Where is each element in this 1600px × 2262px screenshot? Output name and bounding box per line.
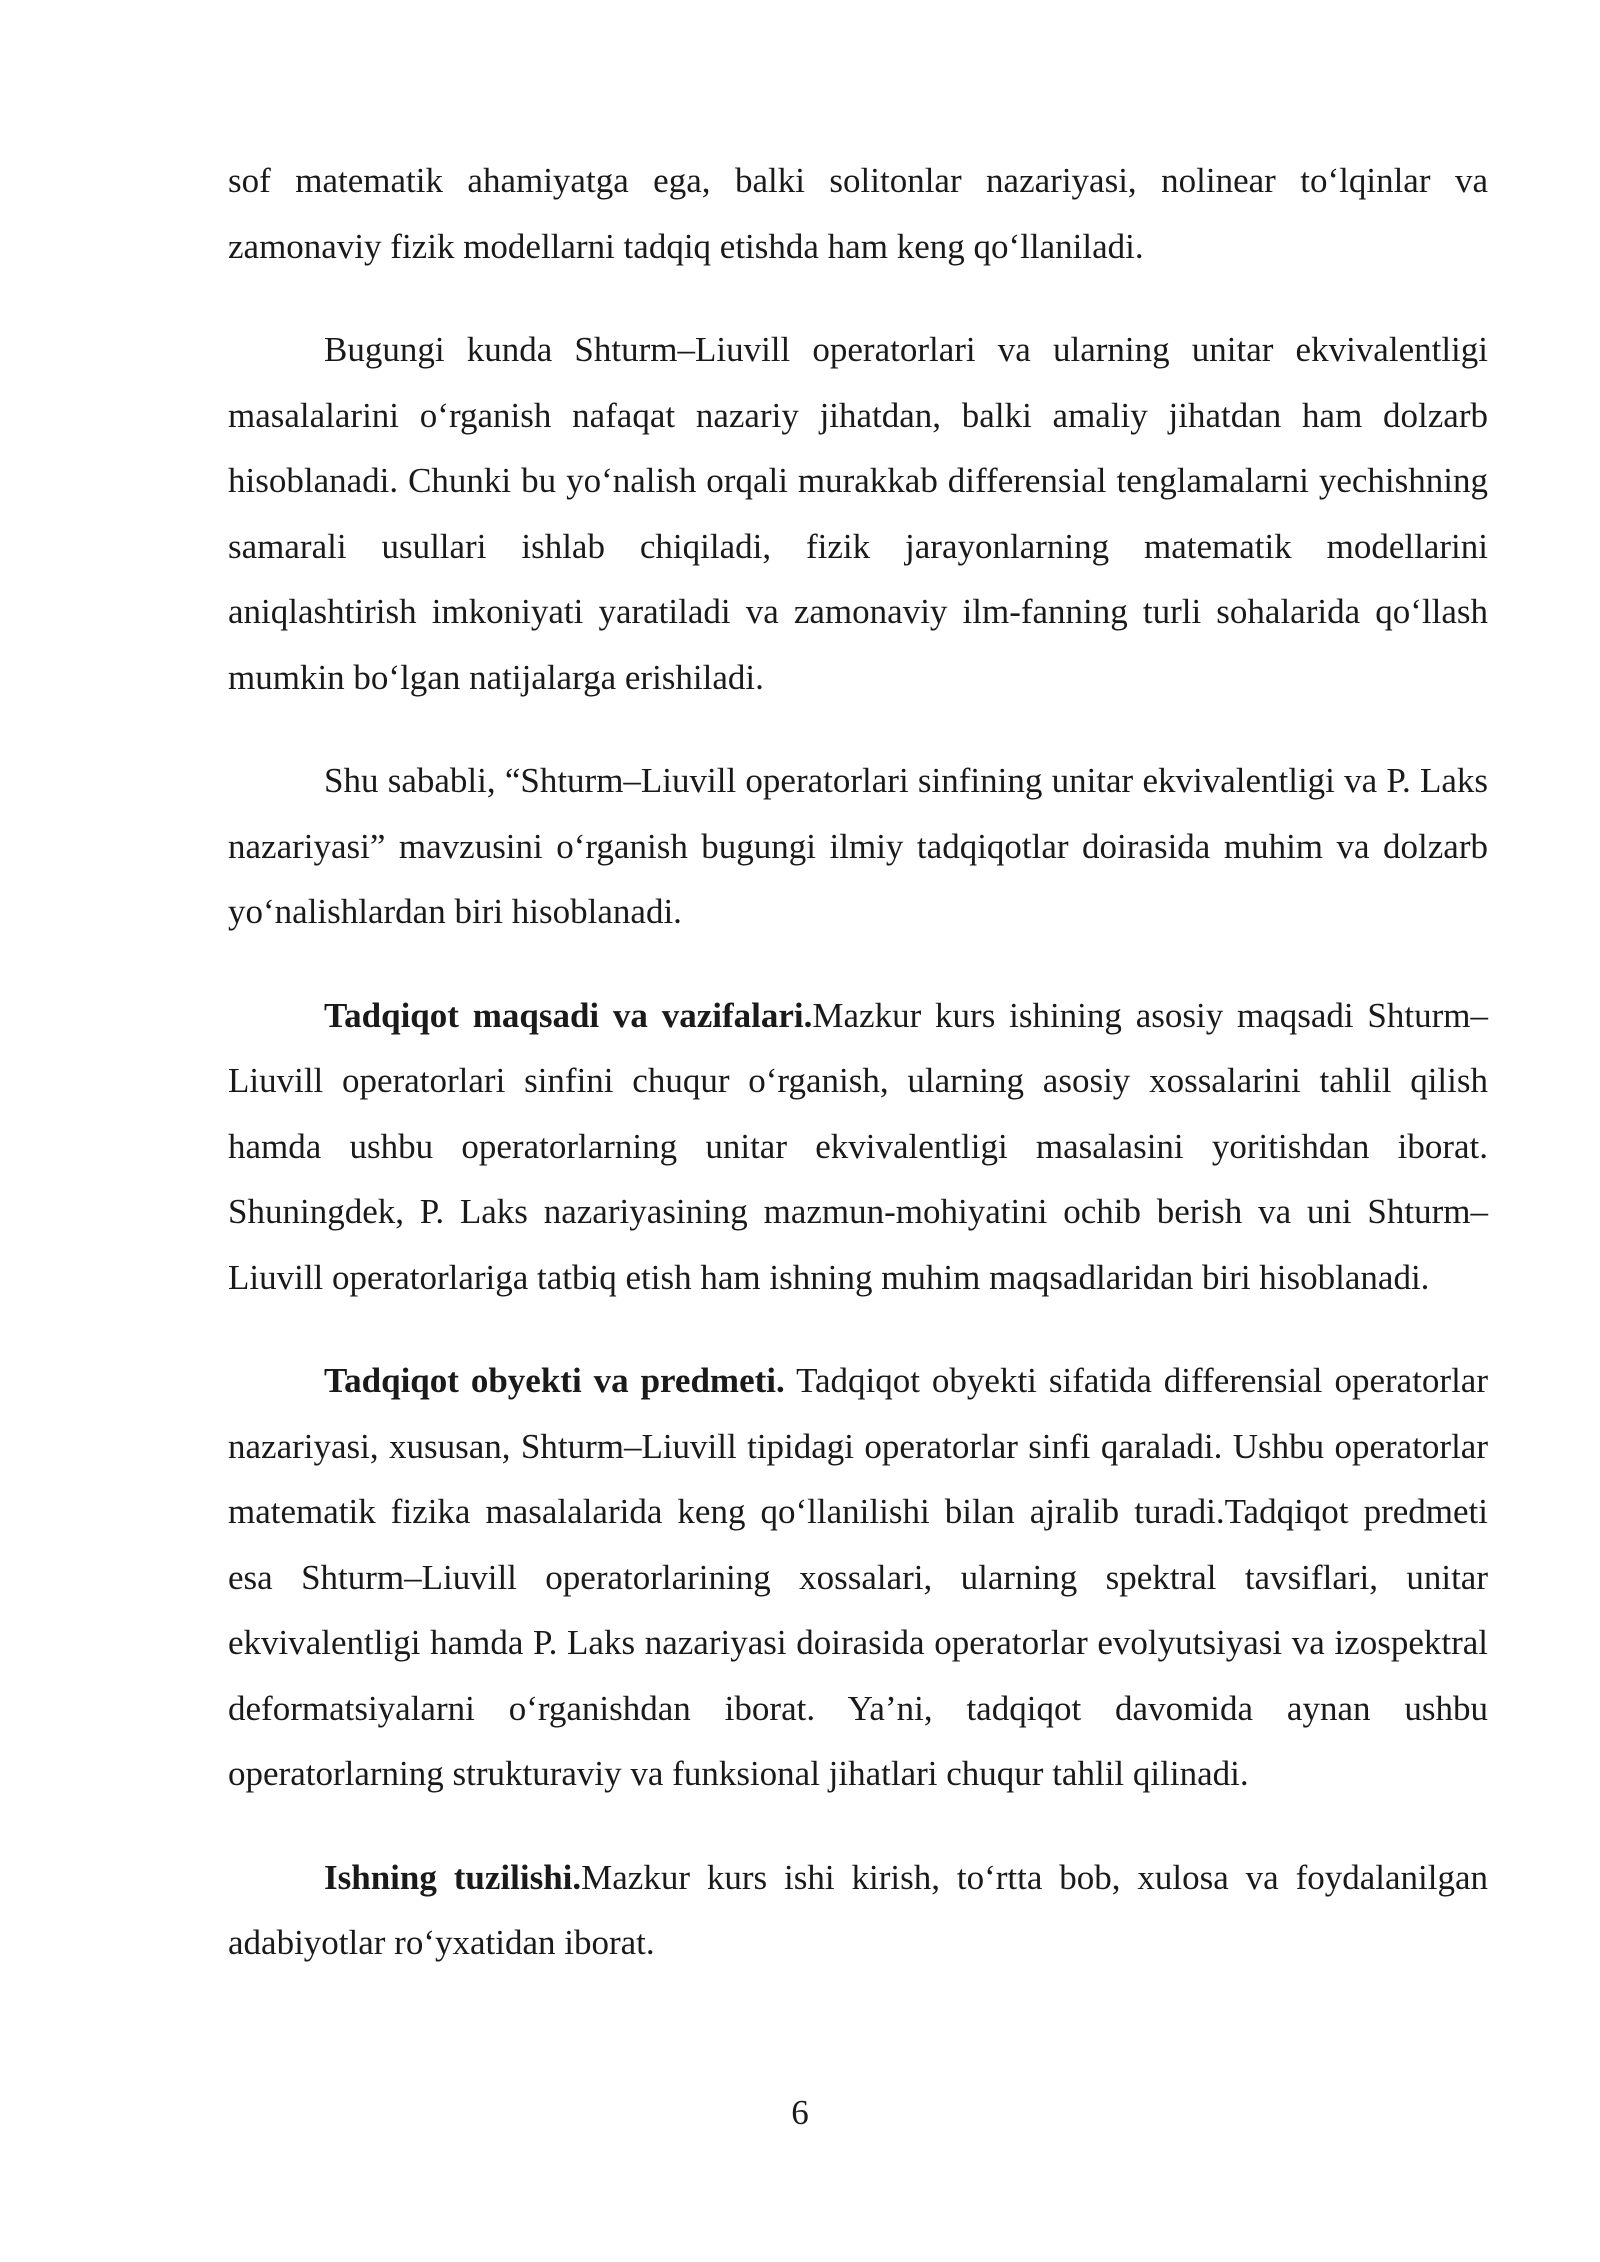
paragraph-topic <box>228 748 1488 945</box>
paragraph-goals <box>228 983 1488 1311</box>
paragraph-structure <box>228 1845 1488 1976</box>
section-heading-goals: Tadqiqot maqsadi va vazifalari. <box>324 995 813 1035</box>
section-heading-object-subject: Tadqiqot obyekti va predmeti. <box>324 1361 785 1400</box>
paragraph-relevance <box>228 317 1488 710</box>
paragraph-text: Mazkur kurs ishining asosiy maqsadi Shturm–Liuvill operatorlari sinfini chuqur o‘rganish, ularning asosiy xossalarini tahlil qilish hamda ushbu operatorlarning unitar ekvivalentligi masalasini yoritishdan iborat. Shuningdek, P. Laks nazariyasining mazmun-mohiyatini ochib berish va uni Shturm–Liuvill operatorlariga tatbiq etish ham ishning muhim maqsadlaridan biri hisoblanadi. <box>228 995 1488 1297</box>
paragraph-text: Bugungi kunda Shturm–Liuvill operatorlari va ularning unitar ekvivalentligi masalalarini o‘rganish nafaqat nazariy jihatdan, balki amaliy jihatdan ham dolzarb hisoblanadi. Chunki bu yo‘nalish orqali murakkab differensial tenglamalarni yechishning samarali usullari ishlab chiqiladi, fizik jarayonlarning matematik modellarini aniqlashtirish imkoniyati yaratiladi va zamonaviy ilm-fanning turli sohalarida qo‘llash mumkin bo‘lgan natijalarga erishiladi. <box>228 330 1488 697</box>
paragraph-text: sof matematik ahamiyatga ega, balki solitonlar nazariyasi, nolinear to‘lqinlar va zamonaviy fizik modellarni tadqiq etishda ham keng qo‘llaniladi. <box>228 161 1488 266</box>
section-heading-structure: Ishning tuzilishi. <box>324 1857 582 1897</box>
paragraph-text: Tadqiqot obyekti sifatida differensial operatorlar nazariyasi, xususan, Shturm–Liuvill tipidagi operatorlar sinfi qaraladi. Ushbu operatorlar matematik fizika masalalarida keng qo‘llanilishi bilan ajralib turadi.Tadqiqot predmeti esa Shturm–Liuvill operatorlarining xossalari, ularning spektral tavsiflari, unitar ekvivalentligi hamda P. Laks nazariyasi doirasida operatorlar evolyutsiyasi va izospektral deformatsiyalarni o‘rganishdan iborat. Ya’ni, tadqiqot davomida aynan ushbu operatorlarning strukturaviy va funksional jihatlari chuqur tahlil qilinadi. <box>228 1361 1488 1793</box>
paragraph-continuation <box>228 148 1488 279</box>
page-number: 6 <box>791 2093 809 2132</box>
paragraph-text: Shu sababli, “Shturm–Liuvill operatorlari sinfining unitar ekvivalentligi va P. Laks nazariyasi” mavzusini o‘rganish bugungi ilmiy tadqiqotlar doirasida muhim va dolzarb yo‘nalishlardan biri hisoblanadi. <box>228 761 1488 931</box>
document-page <box>228 148 1488 1976</box>
paragraph-object-subject <box>228 1348 1488 1807</box>
paragraph-text: Mazkur kurs ishi kirish, to‘rtta bob, xulosa va foydalanilgan adabiyotlar ro‘yxatidan iborat. <box>228 1857 1489 1962</box>
